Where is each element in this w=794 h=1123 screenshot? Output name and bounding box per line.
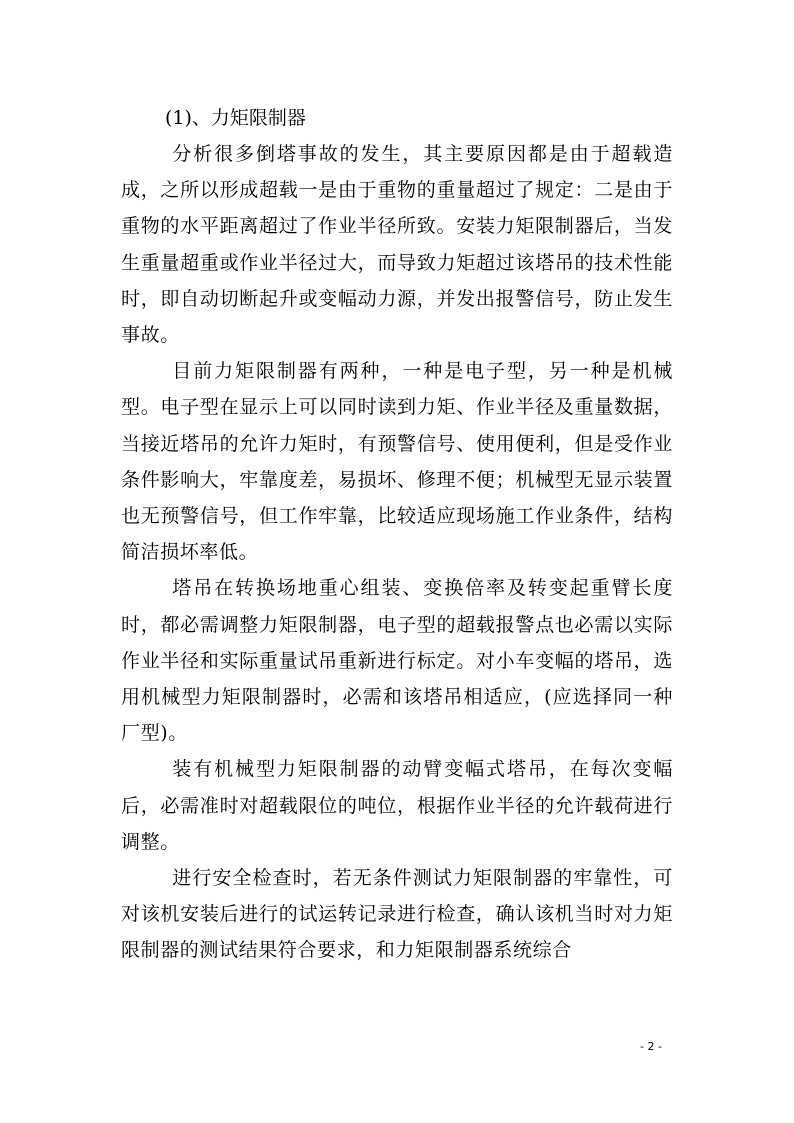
section-heading: (1)、力矩限制器 — [165, 107, 306, 129]
page-number: - 2 - — [640, 1040, 662, 1053]
paragraph-1: 分析很多倒塔事故的发生，其主要原因都是由于超载造成，之所以形成超载一是由于重物的重量超过了规定：二是由于重物的水平距离超过了作业半径所致。安装力矩限制器后，当发生重量超重或作业半径过大，而导致力矩超过该塔吊的技术性能时，即自动切断起升或变幅动力源，并发出报警信号，防止发生事故。 — [121, 143, 673, 347]
document-body — [121, 100, 673, 969]
paragraph-4: 装有机械型力矩限制器的动臂变幅式塔吊，在每次变幅后，必需准时对超载限位的吨位，根据作业半径的允许载荷进行调整。 — [121, 758, 673, 853]
paragraph-3: 塔吊在转换场地重心组装、变换倍率及转变起重臂长度时，都必需调整力矩限制器，电子型的超载报警点也必需以实际作业半径和实际重量试吊重新进行标定。对小车变幅的塔吊，选用机械型力矩限制器时，必需和该塔吊相适应，(应选择同一种厂型)。 — [121, 577, 673, 745]
paragraph-2: 目前力矩限制器有两种，一种是电子型，另一种是机械型。电子型在显示上可以同时读到力矩、作业半径及重量数据，当接近塔吊的允许力矩时，有预警信号、使用便利，但是受作业条件影响大，牢靠度差，易损坏、修理不便；机械型无显示装置也无预警信号，但工作牢靠，比较适应现场施工作业条件，结构简洁损坏率低。 — [121, 360, 673, 564]
paragraph-5: 进行安全检查时，若无条件测试力矩限制器的牢靠性，可对该机安装后进行的试运转记录进行检查，确认该机当时对力矩限制器的测试结果符合要求，和力矩限制器系统综合 — [121, 867, 673, 962]
